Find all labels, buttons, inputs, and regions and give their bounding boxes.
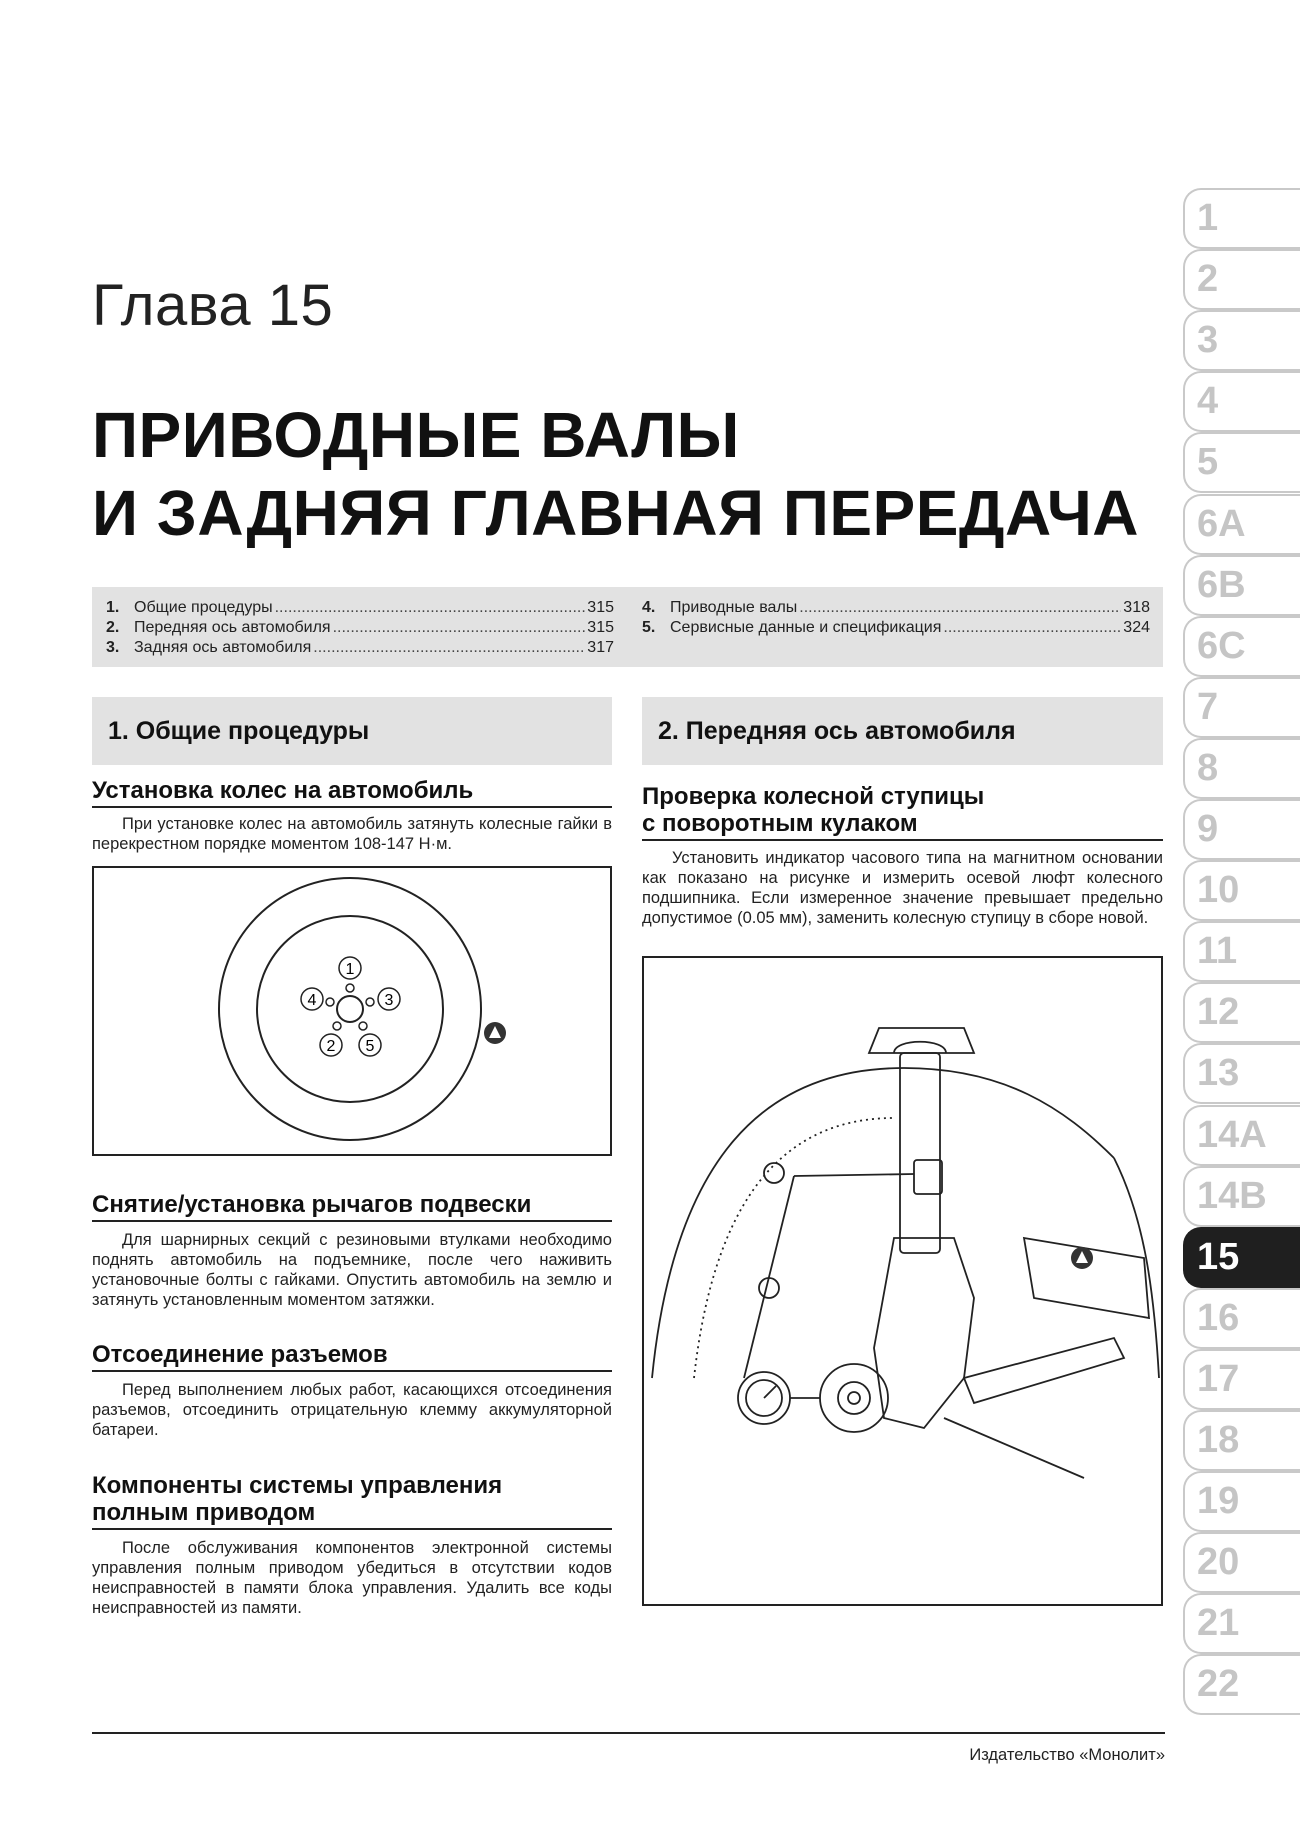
toc-leader-dots	[275, 599, 586, 617]
chapter-tab-1[interactable]	[1183, 188, 1300, 249]
chapter-tab-16[interactable]	[1183, 1288, 1300, 1349]
arm-joint-upper	[764, 1163, 784, 1183]
toc-item-number: 1.	[106, 599, 120, 616]
wheel-nut-figure	[92, 866, 612, 1156]
chapter-tab-15[interactable]	[1183, 1227, 1300, 1288]
toc-item[interactable]	[106, 619, 614, 639]
strut-body	[900, 1053, 940, 1253]
chapter-tab-label: 6C	[1197, 625, 1246, 667]
indicator-arm-upper	[794, 1174, 914, 1176]
stud-hole	[359, 1022, 367, 1030]
nut-label-3-text: 3	[384, 992, 394, 1009]
toc-item-number: 2.	[106, 619, 120, 636]
toc-leader-dots	[943, 619, 1121, 637]
chapter-tab-label: 16	[1197, 1297, 1240, 1339]
nut-label-5	[359, 1034, 381, 1056]
table-of-contents	[92, 587, 1163, 667]
subheading-awd-components	[92, 1472, 612, 1530]
toc-item-text: Общие процедуры	[134, 599, 273, 616]
footer-rule	[92, 1732, 1165, 1734]
toc-leader-dots	[313, 639, 585, 657]
chapter-tab-11[interactable]	[1183, 921, 1300, 982]
paragraph-connectors: Перед выполнением любых работ, касающихся отсоединения разъемов, отсоединить отрицательную клемму аккумуляторной батареи.	[92, 1381, 612, 1439]
stud-hole	[333, 1022, 341, 1030]
footer-publisher: Издательство «Монолит»	[969, 1746, 1165, 1764]
paragraph-hub-check: Установить индикатор часового типа на магнитном основании как показано на рисунке и измерить осевой люфт колесного подшипника. Если измеренное значение превышает предельно допустимое (0.05 мм), заменить колесную ступицу в сборе новой.	[642, 849, 1163, 927]
subheading-hub-line2: с поворотным кулаком	[642, 810, 918, 837]
nut-label-2	[320, 1034, 342, 1056]
toc-item-number: 5.	[642, 619, 656, 636]
wheel-arch-inner	[694, 1118, 894, 1378]
subheading-awd-line1: Компоненты системы управления	[92, 1472, 503, 1499]
chapter-tab-6b[interactable]	[1183, 555, 1300, 616]
nut-label-1	[339, 957, 361, 979]
toc-item-text: Передняя ось автомобиля	[134, 619, 331, 636]
nut-label-4-text: 4	[307, 992, 317, 1009]
chapter-tab-14b[interactable]	[1183, 1166, 1300, 1227]
toc-item-page: 317	[587, 639, 614, 656]
chapter-tab-14a[interactable]	[1183, 1105, 1300, 1166]
chapter-tab-22[interactable]	[1183, 1654, 1300, 1715]
chapter-tab-2[interactable]	[1183, 249, 1300, 310]
wheel-diagram	[94, 868, 610, 1154]
chapter-tab-label: 12	[1197, 991, 1240, 1033]
toc-item-number: 3.	[106, 639, 120, 656]
toc-right-column	[642, 599, 1150, 639]
hub-center	[848, 1392, 860, 1404]
hub-check-figure	[642, 956, 1163, 1606]
chapter-tab-19[interactable]	[1183, 1471, 1300, 1532]
subheading-connectors: Отсоединение разъемов	[92, 1341, 612, 1372]
stud-hole	[326, 998, 334, 1006]
chapter-title	[92, 396, 1172, 552]
toc-leader-dots	[333, 619, 586, 637]
chapter-tab-label: 20	[1197, 1541, 1240, 1583]
chapter-tab-label: 4	[1197, 380, 1219, 422]
chapter-tab-label: 13	[1197, 1052, 1240, 1094]
hub-bearing	[838, 1382, 870, 1414]
subheading-hub-check	[642, 783, 1163, 841]
chapter-tab-13[interactable]	[1183, 1043, 1300, 1104]
steering-knuckle	[874, 1238, 974, 1428]
chapter-tab-label: 18	[1197, 1419, 1240, 1461]
subheading-awd-line2: полным приводом	[92, 1499, 316, 1526]
chapter-tab-label: 21	[1197, 1602, 1240, 1644]
chapter-tab-18[interactable]	[1183, 1410, 1300, 1471]
chapter-tab-3[interactable]	[1183, 310, 1300, 371]
dial-indicator-diagram	[644, 958, 1161, 1604]
toc-item-page: 315	[587, 599, 614, 616]
chapter-tab-label: 15	[1197, 1236, 1240, 1278]
chapter-tab-10[interactable]	[1183, 860, 1300, 921]
chapter-label: Глава 15	[92, 273, 334, 338]
strut-mount	[869, 1028, 974, 1053]
toc-left-column	[106, 599, 614, 659]
rim-outline	[257, 916, 443, 1102]
chapter-tab-20[interactable]	[1183, 1532, 1300, 1593]
chapter-tab-label: 22	[1197, 1663, 1240, 1705]
toc-item[interactable]	[642, 599, 1150, 619]
body-line	[1114, 1158, 1159, 1378]
chapter-tab-6c[interactable]	[1183, 616, 1300, 677]
section-header-general: 1. Общие процедуры	[92, 697, 612, 765]
tie-rod	[944, 1418, 1084, 1478]
toc-item[interactable]	[106, 639, 614, 659]
chapter-tab-label: 10	[1197, 869, 1240, 911]
publisher-logo-icon	[484, 1022, 506, 1044]
chapter-tab-7[interactable]	[1183, 677, 1300, 738]
chapter-tab-6a[interactable]	[1183, 494, 1300, 555]
chapter-tab-label: 6B	[1197, 564, 1246, 606]
toc-item-number: 4.	[642, 599, 656, 616]
chapter-tab-label: 14A	[1197, 1114, 1267, 1156]
chapter-tab-label: 9	[1197, 808, 1219, 850]
nut-label-2-text: 2	[326, 1038, 336, 1055]
chapter-tab-21[interactable]	[1183, 1593, 1300, 1654]
chapter-tab-label: 19	[1197, 1480, 1240, 1522]
tire-outline	[219, 878, 481, 1140]
chapter-tab-label: 2	[1197, 258, 1219, 300]
chapter-tab-9[interactable]	[1183, 799, 1300, 860]
subheading-suspension-arms: Снятие/установка рычагов подвески	[92, 1191, 612, 1222]
chapter-tab-12[interactable]	[1183, 982, 1300, 1043]
paragraph-suspension-arms: Для шарнирных секций с резиновыми втулками необходимо поднять автомобиль на подъемнике, после чего наживить установочные болты с гайками. Опустить автомобиль на землю и затянуть установленным моментом затяжки.	[92, 1231, 612, 1309]
nut-label-5-text: 5	[365, 1038, 375, 1055]
publisher-logo-icon	[1071, 1247, 1093, 1269]
chapter-tab-label: 8	[1197, 747, 1219, 789]
chapter-tab-label: 7	[1197, 686, 1219, 728]
subheading-hub-line1: Проверка колесной ступицы	[642, 783, 985, 810]
chapter-tab-label: 3	[1197, 319, 1219, 361]
indicator-arm-lower	[744, 1176, 794, 1378]
chapter-tab-8[interactable]	[1183, 738, 1300, 799]
toc-item-text: Задняя ось автомобиля	[134, 639, 312, 656]
toc-item-text: Приводные валы	[670, 599, 798, 616]
chapter-tab-4[interactable]	[1183, 371, 1300, 432]
nut-label-3	[378, 988, 400, 1010]
stud-hole	[366, 998, 374, 1006]
paragraph-awd-components: После обслуживания компонентов электронной системы управления полным приводом убедиться в отсутствии кодов неисправностей в памяти блока управления. Удалить все коды неисправностей из памяти.	[92, 1539, 612, 1617]
chapter-tab-label: 5	[1197, 441, 1219, 483]
chapter-tab-label: 1	[1197, 197, 1219, 239]
paragraph-wheel-install: При установке колес на автомобиль затянуть колесные гайки в перекрестном порядке моментом 108-147 Н·м.	[92, 815, 612, 853]
wheel-arch-outer	[652, 1068, 1114, 1378]
nut-label-1-text: 1	[345, 961, 355, 978]
magnetic-base	[914, 1160, 942, 1194]
chapter-tab-label: 11	[1197, 930, 1238, 972]
wheel-hub	[820, 1364, 888, 1432]
chapter-tab-17[interactable]	[1183, 1349, 1300, 1410]
arm-joint-middle	[759, 1278, 779, 1298]
chapter-tab-5[interactable]	[1183, 432, 1300, 493]
chapter-tab-label: 6A	[1197, 503, 1246, 545]
toc-item[interactable]	[642, 619, 1150, 639]
stud-hole	[346, 984, 354, 992]
toc-item-page: 315	[587, 619, 614, 636]
hub-center	[337, 996, 363, 1022]
toc-item[interactable]	[106, 599, 614, 619]
subheading-wheel-install: Установка колес на автомобиль	[92, 777, 612, 808]
toc-item-page: 318	[1123, 599, 1150, 616]
section-header-front-axle: 2. Передняя ось автомобиля	[642, 697, 1163, 765]
chapter-tab-label: 14B	[1197, 1175, 1267, 1217]
toc-leader-dots	[799, 599, 1121, 617]
chapter-title-line1: ПРИВОДНЫЕ ВАЛЫ	[92, 399, 740, 471]
toc-item-page: 324	[1123, 619, 1150, 636]
toc-item-text: Сервисные данные и спецификация	[670, 619, 942, 636]
chapter-tab-label: 17	[1197, 1358, 1240, 1400]
nut-label-4	[301, 988, 323, 1010]
chapter-title-line2: И ЗАДНЯЯ ГЛАВНАЯ ПЕРЕДАЧА	[92, 477, 1139, 549]
lower-arm	[964, 1338, 1124, 1403]
strut-top	[894, 1042, 946, 1053]
